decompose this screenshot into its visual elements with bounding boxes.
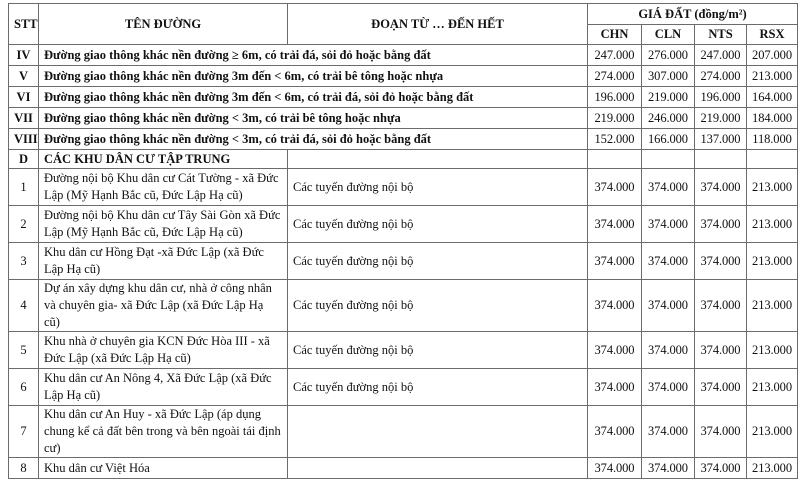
price-cln: 374.000 <box>642 169 695 206</box>
table-row <box>9 45 798 66</box>
row-segment <box>288 406 588 458</box>
price-cln: 374.000 <box>642 369 695 406</box>
row-stt: VII <box>9 108 39 129</box>
price-nts: 374.000 <box>695 280 747 332</box>
row-stt: 3 <box>9 243 39 280</box>
section-row <box>9 150 798 169</box>
row-stt: 8 <box>9 458 39 479</box>
table-row <box>9 369 798 406</box>
price-nts: 137.000 <box>695 129 747 150</box>
price-chn: 374.000 <box>588 332 642 369</box>
row-road-name: Đường giao thông khác nền đường ≥ 6m, có trải đá, sỏi đỏ hoặc bằng đất <box>39 45 588 66</box>
price-rsx: 213.000 <box>747 280 798 332</box>
row-segment: Các tuyến đường nội bộ <box>288 280 588 332</box>
price-rsx: 213.000 <box>747 369 798 406</box>
price-chn: 219.000 <box>588 108 642 129</box>
row-area-name: Khu dân cư An Nông 4, Xã Đức Lập (xã Đức Lập Hạ cũ) <box>39 369 288 406</box>
price-rsx: 213.000 <box>747 406 798 458</box>
price-cln: 246.000 <box>642 108 695 129</box>
row-area-name: Dự án xây dựng khu dân cư, nhà ở công nhân và chuyên gia- xã Đức Lập (xã Đức Lập Hạ cũ) <box>39 280 288 332</box>
price-nts: 247.000 <box>695 45 747 66</box>
price-cln: 374.000 <box>642 243 695 280</box>
row-area-name: Đường nội bộ Khu dân cư Cát Tường - xã Đức Lập (Mỹ Hạnh Bắc cũ, Đức Lập Hạ cũ) <box>39 169 288 206</box>
row-road-name: Đường giao thông khác nền đường 3m đến < 6m, có trải bê tông hoặc nhựa <box>39 66 588 87</box>
price-chn: 247.000 <box>588 45 642 66</box>
row-stt: IV <box>9 45 39 66</box>
land-price-table <box>8 3 798 479</box>
header-rsx: RSX <box>747 25 798 45</box>
row-segment <box>288 458 588 479</box>
price-chn: 374.000 <box>588 458 642 479</box>
price-chn: 374.000 <box>588 169 642 206</box>
row-segment: Các tuyến đường nội bộ <box>288 369 588 406</box>
empty-cell <box>642 150 695 169</box>
price-nts: 219.000 <box>695 108 747 129</box>
table-header <box>9 4 798 45</box>
price-rsx: 213.000 <box>747 458 798 479</box>
price-rsx: 213.000 <box>747 206 798 243</box>
row-area-name: Khu dân cư Việt Hóa <box>39 458 288 479</box>
price-chn: 374.000 <box>588 206 642 243</box>
header-price-group: GIÁ ĐẤT (đồng/m²) <box>588 4 798 25</box>
price-rsx: 213.000 <box>747 243 798 280</box>
price-nts: 374.000 <box>695 332 747 369</box>
price-chn: 196.000 <box>588 87 642 108</box>
price-chn: 274.000 <box>588 66 642 87</box>
row-stt: 4 <box>9 280 39 332</box>
empty-cell <box>288 150 588 169</box>
price-nts: 374.000 <box>695 369 747 406</box>
table-row <box>9 406 798 458</box>
price-cln: 374.000 <box>642 206 695 243</box>
empty-cell <box>747 150 798 169</box>
price-rsx: 184.000 <box>747 108 798 129</box>
row-road-name: Đường giao thông khác nền đường < 3m, có trải đá, sỏi đỏ hoặc bằng đất <box>39 129 588 150</box>
table-row <box>9 87 798 108</box>
price-nts: 374.000 <box>695 169 747 206</box>
price-chn: 152.000 <box>588 129 642 150</box>
row-area-name: Khu nhà ở chuyên gia KCN Đức Hòa III - xã Đức Lập (xã Đức Lập Hạ cũ) <box>39 332 288 369</box>
row-segment: Các tuyến đường nội bộ <box>288 169 588 206</box>
table-row <box>9 108 798 129</box>
row-stt: VIII <box>9 129 39 150</box>
price-chn: 374.000 <box>588 369 642 406</box>
price-cln: 307.000 <box>642 66 695 87</box>
header-stt: STT <box>9 4 39 45</box>
price-nts: 374.000 <box>695 458 747 479</box>
price-rsx: 164.000 <box>747 87 798 108</box>
header-cln: CLN <box>642 25 695 45</box>
price-nts: 374.000 <box>695 206 747 243</box>
price-rsx: 118.000 <box>747 129 798 150</box>
section-stt: D <box>9 150 39 169</box>
row-segment: Các tuyến đường nội bộ <box>288 243 588 280</box>
row-stt: 5 <box>9 332 39 369</box>
price-nts: 196.000 <box>695 87 747 108</box>
table-row <box>9 169 798 206</box>
table-row <box>9 66 798 87</box>
section-title: CÁC KHU DÂN CƯ TẬP TRUNG <box>39 150 288 169</box>
price-rsx: 213.000 <box>747 169 798 206</box>
price-cln: 374.000 <box>642 332 695 369</box>
row-road-name: Đường giao thông khác nền đường 3m đến < 6m, có trải đá, sỏi đỏ hoặc bằng đất <box>39 87 588 108</box>
row-stt: VI <box>9 87 39 108</box>
header-nts: NTS <box>695 25 747 45</box>
price-cln: 219.000 <box>642 87 695 108</box>
row-area-name: Đường nội bộ Khu dân cư Tây Sài Gòn xã Đức Lập (Mỹ Hạnh Bắc cũ, Đức Lập Hạ cũ) <box>39 206 288 243</box>
row-segment: Các tuyến đường nội bộ <box>288 206 588 243</box>
table-row <box>9 243 798 280</box>
price-chn: 374.000 <box>588 243 642 280</box>
price-nts: 374.000 <box>695 243 747 280</box>
row-area-name: Khu dân cư An Huy - xã Đức Lập (áp dụng chung kể cả đất bên trong và bên ngoài tái định cư) <box>39 406 288 458</box>
header-road-name: TÊN ĐƯỜNG <box>39 4 288 45</box>
price-cln: 374.000 <box>642 406 695 458</box>
row-area-name: Khu dân cư Hồng Đạt -xã Đức Lập (xã Đức Lập Hạ cũ) <box>39 243 288 280</box>
table-row <box>9 129 798 150</box>
table-row <box>9 458 798 479</box>
row-stt: 1 <box>9 169 39 206</box>
price-chn: 374.000 <box>588 280 642 332</box>
header-chn: CHN <box>588 25 642 45</box>
price-cln: 166.000 <box>642 129 695 150</box>
table-row <box>9 280 798 332</box>
empty-cell <box>695 150 747 169</box>
row-segment: Các tuyến đường nội bộ <box>288 332 588 369</box>
price-nts: 274.000 <box>695 66 747 87</box>
price-cln: 276.000 <box>642 45 695 66</box>
table-row <box>9 332 798 369</box>
row-stt: 2 <box>9 206 39 243</box>
price-nts: 374.000 <box>695 406 747 458</box>
price-rsx: 213.000 <box>747 66 798 87</box>
price-rsx: 207.000 <box>747 45 798 66</box>
row-stt: V <box>9 66 39 87</box>
price-rsx: 213.000 <box>747 332 798 369</box>
table-row <box>9 206 798 243</box>
row-road-name: Đường giao thông khác nền đường < 3m, có trải bê tông hoặc nhựa <box>39 108 588 129</box>
price-chn: 374.000 <box>588 406 642 458</box>
price-cln: 374.000 <box>642 280 695 332</box>
row-stt: 6 <box>9 369 39 406</box>
header-segment: ĐOẠN TỪ … ĐẾN HẾT <box>288 4 588 45</box>
price-cln: 374.000 <box>642 458 695 479</box>
row-stt: 7 <box>9 406 39 458</box>
empty-cell <box>588 150 642 169</box>
